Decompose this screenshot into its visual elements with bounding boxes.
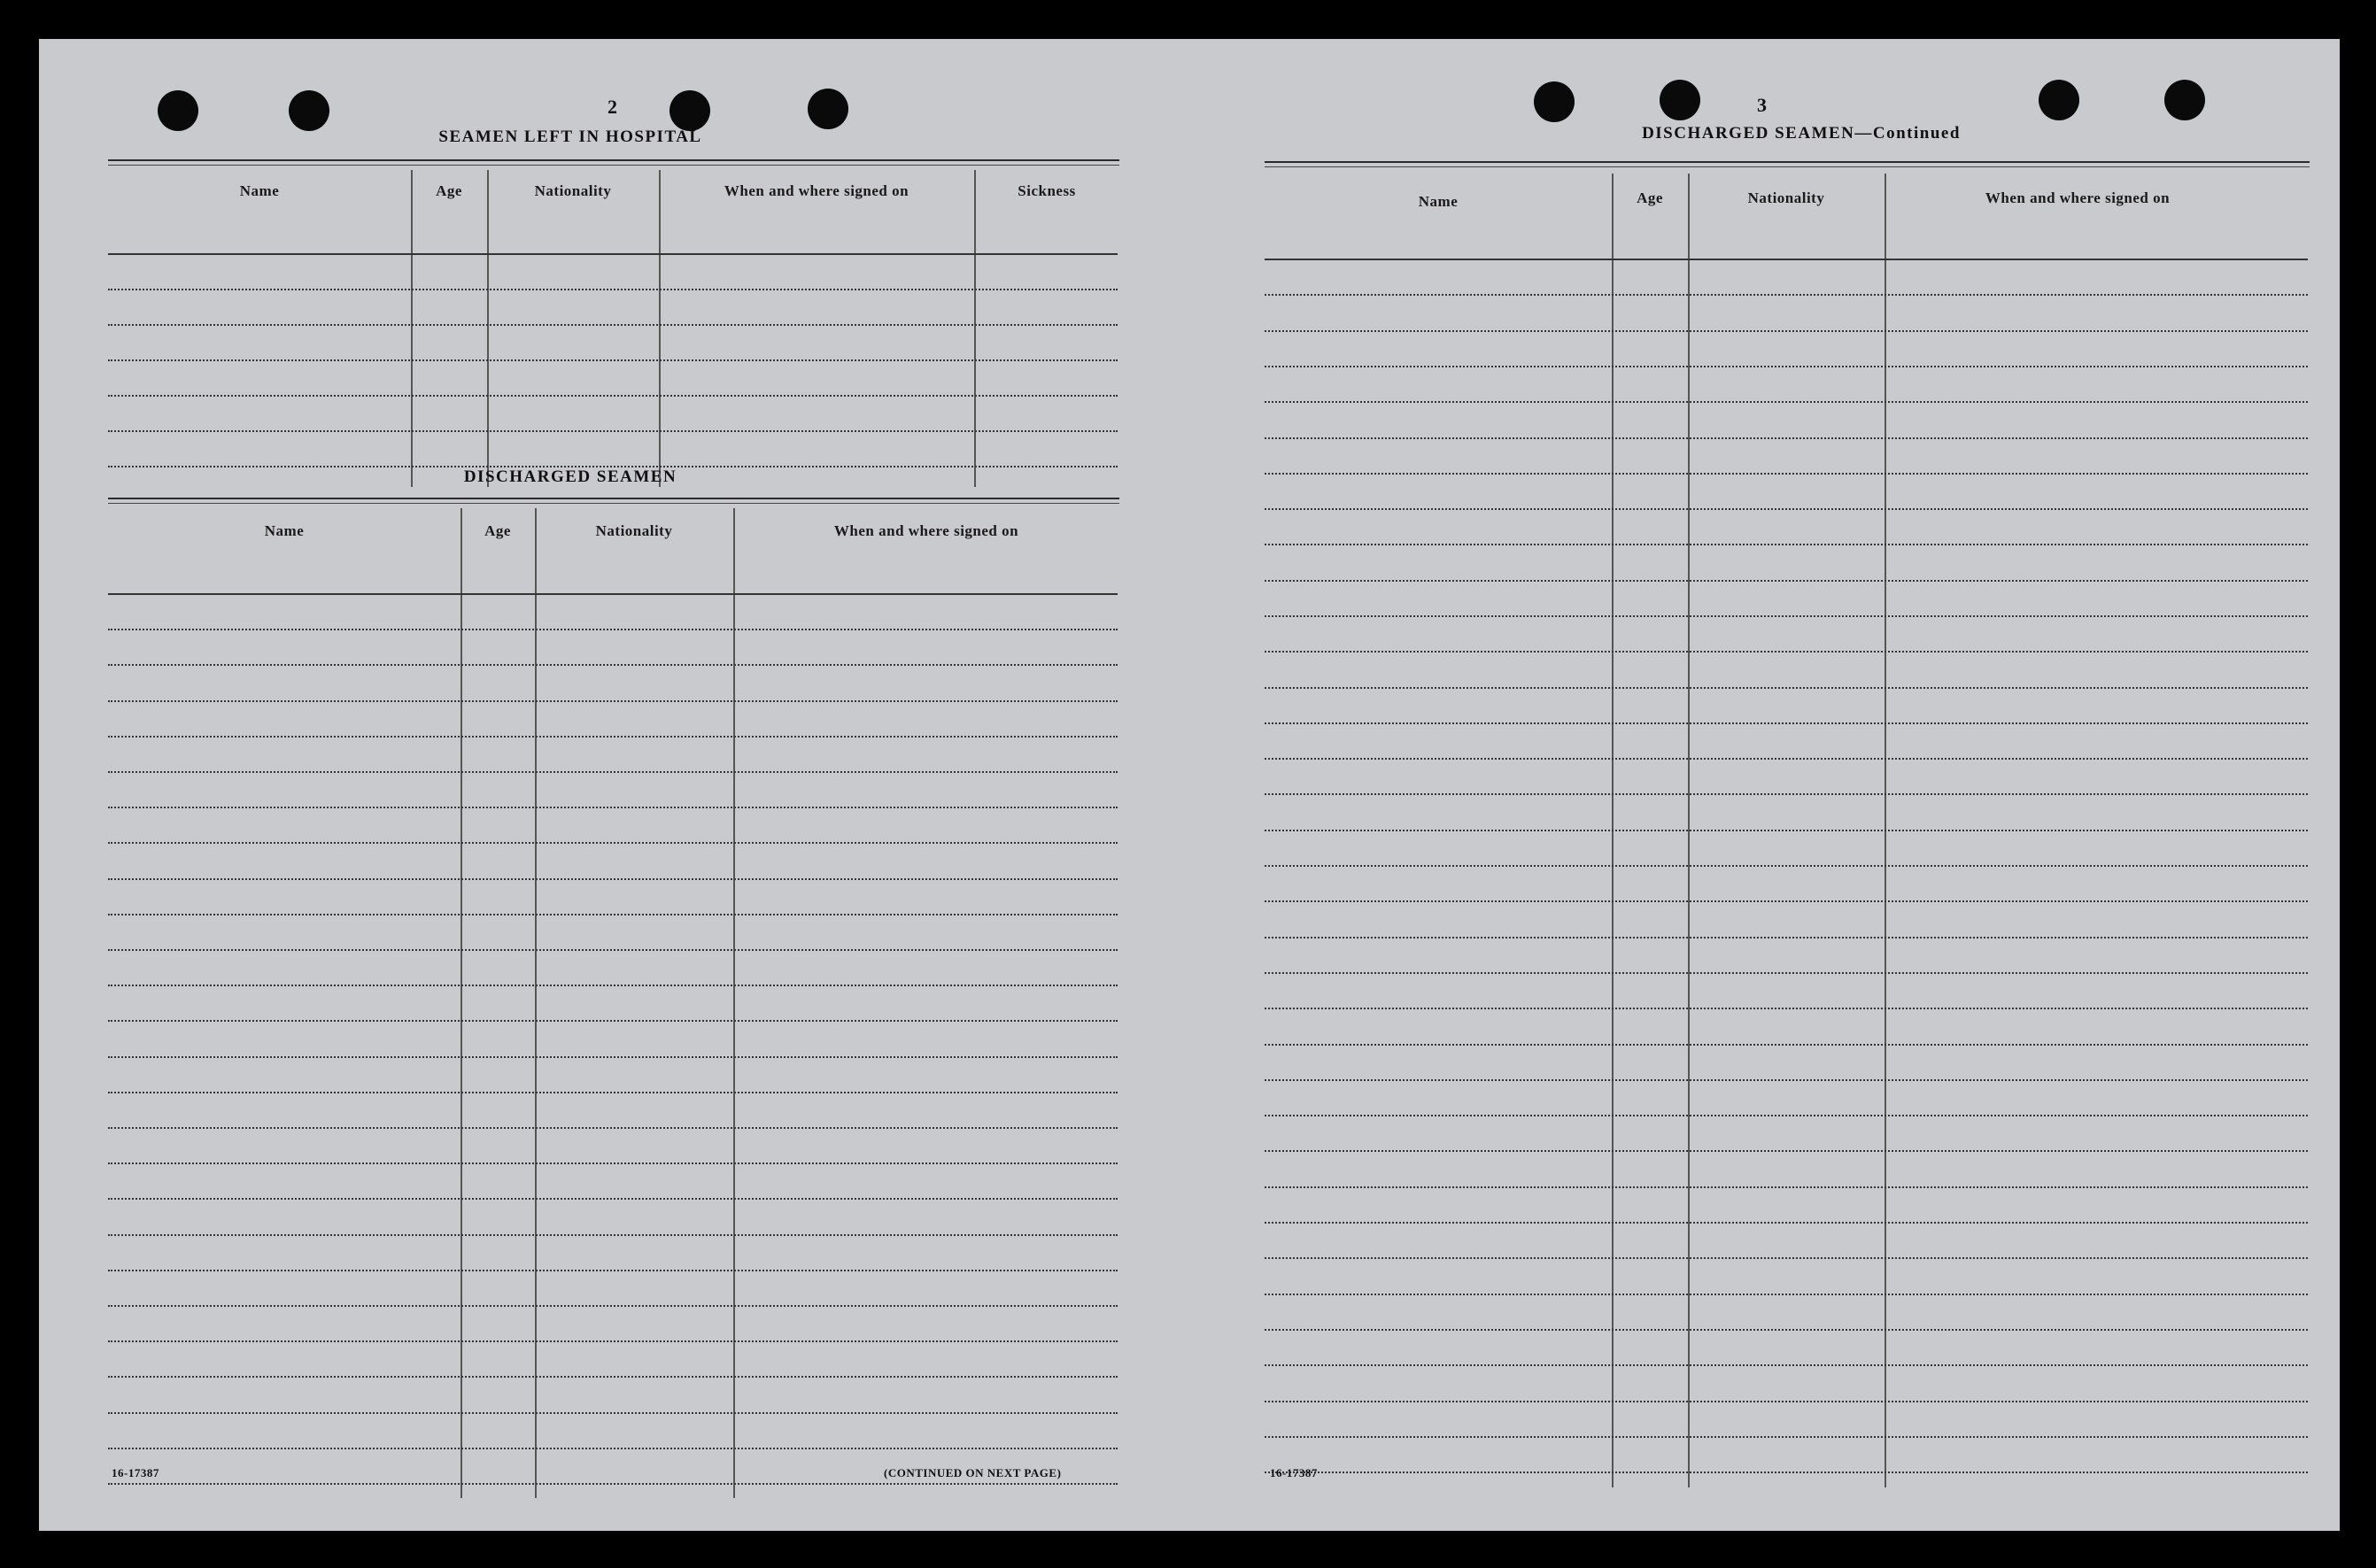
ruled-row-line — [108, 1092, 1118, 1093]
ruled-row-line — [108, 1483, 1118, 1485]
ruled-row-line — [1265, 722, 2308, 724]
ruled-row-line — [108, 289, 1118, 290]
ruled-row-line — [1265, 294, 2308, 296]
ruled-row-line — [1265, 1329, 2308, 1331]
ruled-row-line — [1265, 1044, 2308, 1046]
ruled-row-line — [108, 1305, 1118, 1307]
continued-note: (CONTINUED ON NEXT PAGE) — [884, 1466, 1062, 1479]
column-divider — [659, 170, 661, 487]
col-header-name: Name — [239, 182, 280, 199]
discharged-section-title: DISCHARGED SEAMEN — [463, 467, 677, 486]
header-underline — [108, 593, 1118, 595]
hospital-section-title: SEAMEN LEFT IN HOSPITAL — [438, 127, 702, 146]
col-header-signed-on: When and where signed on — [724, 182, 909, 199]
left-form-number: 16-17387 — [112, 1466, 159, 1479]
ruled-row-line — [108, 949, 1118, 951]
col-header-name: Name — [264, 522, 305, 539]
ruled-row-line — [1265, 473, 2308, 475]
discharged-top-rule-2 — [108, 503, 1119, 504]
ruled-row-line — [108, 807, 1118, 808]
ruled-row-line — [1265, 1222, 2308, 1224]
left-page-number: 2 — [608, 96, 617, 118]
punch-hole — [1534, 81, 1575, 122]
ruled-row-line — [1265, 1150, 2308, 1152]
right-top-rule-2 — [1265, 166, 2310, 167]
column-divider — [535, 508, 537, 1498]
ruled-row-line — [108, 985, 1118, 986]
col-header-signed-on: When and where signed on — [833, 522, 1019, 539]
ruled-row-line — [108, 395, 1118, 397]
right-page-number: 3 — [1757, 94, 1767, 116]
punch-hole — [808, 89, 848, 129]
ruled-row-line — [108, 914, 1118, 915]
ruled-row-line — [108, 430, 1118, 432]
col-header-age: Age — [436, 182, 462, 199]
ruled-row-line — [108, 736, 1118, 738]
ruled-row-line — [1265, 1115, 2308, 1116]
col-header-sickness: Sickness — [1018, 182, 1076, 199]
col-header-name: Name — [1418, 193, 1459, 210]
header-underline — [108, 253, 1118, 255]
punch-hole — [2039, 80, 2079, 120]
column-divider — [460, 508, 462, 1498]
column-divider — [733, 508, 735, 1498]
ruled-row-line — [108, 1056, 1118, 1058]
ruled-row-line — [1265, 793, 2308, 795]
ruled-row-line — [1265, 865, 2308, 867]
discharged-top-rule — [108, 498, 1119, 499]
ruled-row-line — [108, 1198, 1118, 1200]
ruled-row-line — [1265, 1401, 2308, 1402]
ruled-row-line — [1265, 758, 2308, 760]
ruled-row-line — [1265, 615, 2308, 617]
ruled-row-line — [1265, 1008, 2308, 1009]
ruled-row-line — [1265, 1079, 2308, 1081]
right-top-rule — [1265, 161, 2310, 163]
ruled-row-line — [1265, 1186, 2308, 1188]
right-section-title: DISCHARGED SEAMEN—Continued — [1642, 124, 1961, 143]
ruled-row-line — [108, 878, 1118, 880]
right-discharged-table — [1265, 174, 2308, 1487]
col-header-nationality: Nationality — [534, 182, 612, 199]
ruled-row-line — [1265, 366, 2308, 367]
right-form-number: 16-17387 — [1270, 1466, 1318, 1479]
ruled-row-line — [1265, 437, 2308, 439]
ruled-row-line — [108, 324, 1118, 326]
ruled-row-line — [108, 1448, 1118, 1449]
ruled-row-line — [108, 1162, 1118, 1164]
ruled-row-line — [108, 1412, 1118, 1414]
discharged-table — [108, 508, 1118, 1498]
ruled-row-line — [1265, 401, 2308, 403]
ruled-row-line — [108, 1020, 1118, 1022]
ruled-row-line — [1265, 972, 2308, 974]
column-divider — [974, 170, 976, 487]
col-header-nationality: Nationality — [595, 522, 673, 539]
col-header-age: Age — [484, 522, 511, 539]
header-underline — [1265, 259, 2308, 260]
punch-hole — [289, 90, 329, 131]
ruled-row-line — [108, 842, 1118, 844]
hospital-top-rule-2 — [108, 165, 1119, 166]
hospital-table — [108, 170, 1118, 492]
ruled-row-line — [1265, 651, 2308, 653]
ruled-row-line — [108, 629, 1118, 630]
ruled-row-line — [108, 664, 1118, 666]
ruled-row-line — [108, 700, 1118, 702]
punch-hole — [2164, 80, 2205, 120]
ruled-row-line — [1265, 900, 2308, 902]
ruled-row-line — [1265, 1471, 2308, 1473]
col-header-signed-on: When and where signed on — [1985, 189, 2171, 206]
ruled-row-line — [108, 771, 1118, 773]
ruled-row-line — [1265, 330, 2308, 332]
ruled-row-line — [108, 1340, 1118, 1342]
ruled-row-line — [1265, 1257, 2308, 1259]
ruled-row-line — [108, 1270, 1118, 1271]
ruled-row-line — [108, 1234, 1118, 1236]
col-header-nationality: Nationality — [1747, 189, 1825, 206]
ruled-row-line — [108, 1376, 1118, 1378]
ruled-row-line — [108, 359, 1118, 361]
ruled-row-line — [1265, 687, 2308, 689]
punch-hole — [1660, 80, 1700, 120]
ruled-row-line — [1265, 830, 2308, 831]
form-sheet — [39, 39, 2340, 1531]
hospital-top-rule — [108, 159, 1119, 161]
ruled-row-line — [1265, 1364, 2308, 1366]
column-divider — [411, 170, 413, 487]
punch-hole — [158, 90, 198, 131]
ruled-row-line — [1265, 508, 2308, 510]
ruled-row-line — [1265, 580, 2308, 582]
punch-hole — [669, 90, 710, 131]
ruled-row-line — [1265, 1436, 2308, 1438]
column-divider — [487, 170, 489, 487]
ruled-row-line — [1265, 1294, 2308, 1295]
ruled-row-line — [1265, 937, 2308, 938]
ruled-row-line — [108, 1127, 1118, 1129]
col-header-age: Age — [1637, 189, 1663, 206]
ruled-row-line — [1265, 544, 2308, 545]
